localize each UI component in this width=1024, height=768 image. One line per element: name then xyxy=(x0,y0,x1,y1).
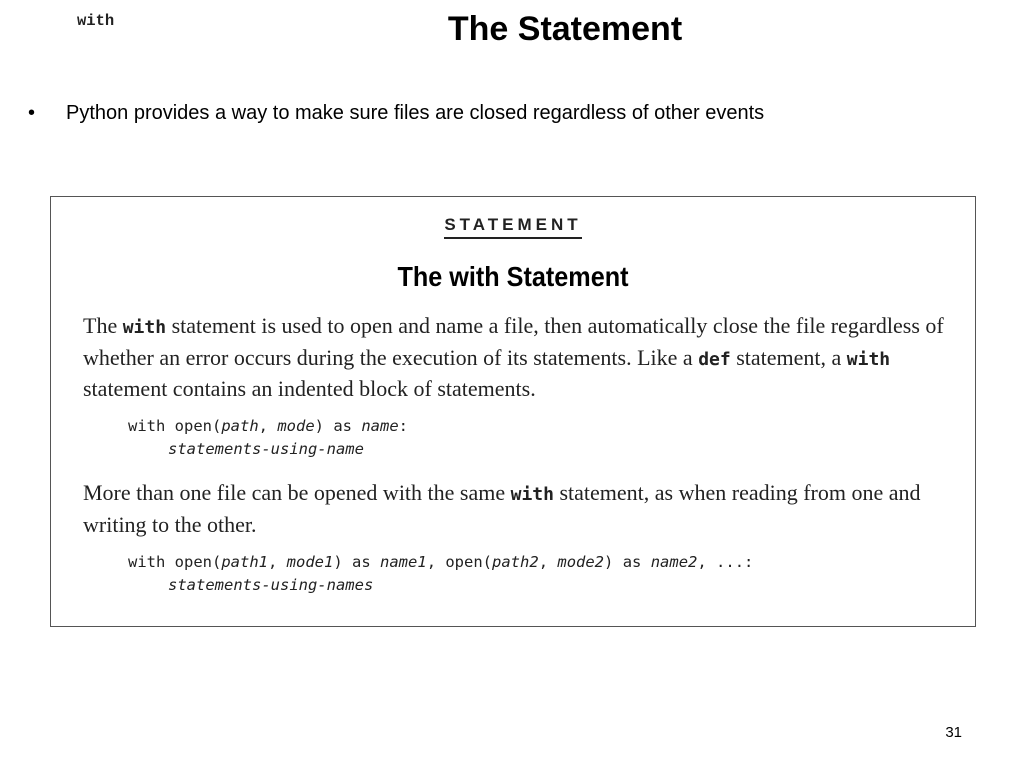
code1-tok: name xyxy=(361,417,399,435)
code1-tok: ) as xyxy=(314,417,362,435)
code2-tok: , open( xyxy=(426,553,493,571)
slide-title xyxy=(0,10,1024,49)
code2-tok: ) as xyxy=(333,553,381,571)
code2-tok: , xyxy=(268,553,287,571)
title-part2: Statement xyxy=(517,10,683,48)
code2-tok: name1 xyxy=(380,553,427,571)
code2-tok: mode1 xyxy=(286,553,334,571)
para1-text-2: statement is used to open and name a file, then automatically close the file regardless of whether an error occurs during the execution of its statements. Like a xyxy=(83,313,944,370)
code1-tok: path xyxy=(221,417,259,435)
statement-box xyxy=(50,196,976,627)
code2-tok: , xyxy=(538,553,558,571)
para1-code-3: with xyxy=(846,348,891,370)
code1-line1 xyxy=(128,415,408,438)
bullet-dot: • xyxy=(28,102,36,124)
box-label xyxy=(51,215,975,235)
code2-tok: , ...: xyxy=(697,553,754,571)
para1-text-3: statement, a xyxy=(730,344,847,370)
box-label-text: STATEMENT xyxy=(444,215,581,239)
code2-line2: statements-using-names xyxy=(168,576,374,594)
bullet-text: Python provides a way to make sure files are closed regardless of other events xyxy=(66,102,765,124)
para2-text-1: More than one file can be opened with the same xyxy=(83,480,511,505)
code1-tok: : xyxy=(398,417,408,435)
code1-tok: , xyxy=(258,417,278,435)
code-block-1 xyxy=(128,415,408,461)
code2-tok: path1 xyxy=(221,553,268,571)
paragraph-1 xyxy=(83,311,953,404)
code2-tok: name2 xyxy=(650,553,698,571)
code2-tok: with open( xyxy=(128,553,222,571)
para1-code-2: def xyxy=(698,348,731,370)
code2-tok: mode2 xyxy=(557,553,605,571)
code-block-2 xyxy=(128,551,753,597)
bullet-item xyxy=(28,102,764,125)
para2-text-2: statement, as when reading from one and writing to the other. xyxy=(83,480,921,537)
code2-line1 xyxy=(128,551,753,574)
code1-line2: statements-using-name xyxy=(168,440,364,458)
title-code: with xyxy=(77,12,115,30)
para2-code-1: with xyxy=(510,484,554,505)
para1-text-1: The xyxy=(83,313,123,338)
code2-tok: path2 xyxy=(492,553,539,571)
box-heading: The with Statement xyxy=(397,261,629,292)
paragraph-2 xyxy=(83,478,953,539)
para1-text-4: statement contains an indented block of statements. xyxy=(83,376,536,401)
page-number: 31 xyxy=(945,724,962,741)
title-part1: The xyxy=(447,10,509,48)
code1-tok: with open( xyxy=(128,417,222,435)
para1-code-1: with xyxy=(122,317,167,338)
code2-tok: ) as xyxy=(604,553,651,571)
code1-tok: mode xyxy=(277,417,315,435)
